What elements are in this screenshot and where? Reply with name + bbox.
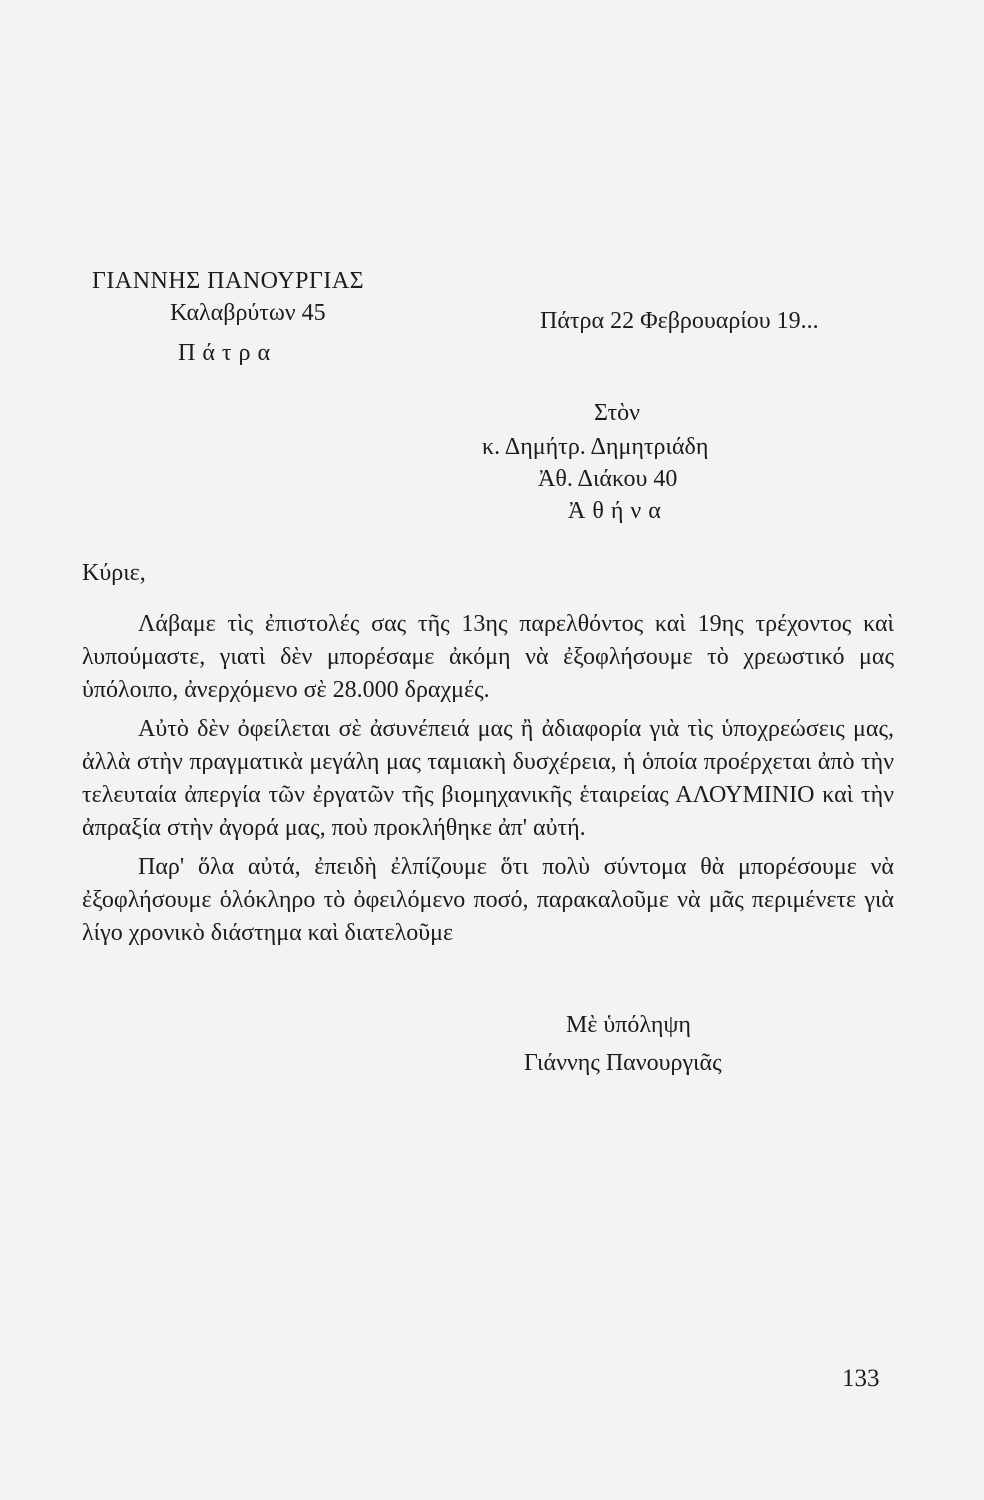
sender-street: Καλαβρύτων 45 xyxy=(170,300,326,326)
paragraph: Παρ' ὅλα αὐτά, ἐπειδὴ ἐλπίζουμε ὅτι πολὺ σύντομα θὰ μπορέσουμε νὰ ἐξοφλήσουμε ὁλόκληρο τὸ ὀφειλόμενο ποσό, παρακαλοῦμε νὰ μᾶς περιμένετε γιὰ λίγο χρονικὸ διάστημα καὶ διατελοῦμε xyxy=(82,854,894,946)
paragraph: Αὐτὸ δὲν ὀφείλεται σὲ ἀσυνέπειά μας ἢ ἀδιαφορία γιὰ τὶς ὑποχρεώσεις μας, ἀλλὰ στὴν πραγματικὰ μεγάλη μας ταμιακὴ δυσχέρεια, ἡ ὁποία προέρχεται ἀπὸ τὴν τελευταία ἀπεργία τῶν ἐργατῶν τῆς βιομηχανικῆς ἑταιρείας ΑΛΟΥΜΙΝΙΟ καὶ τὴν ἀπραξία στὴν ἀγορά μας, ποὺ προκλήθηκε ἀπ' αὐτή. xyxy=(82,716,894,841)
salutation: Κύριε, xyxy=(82,560,146,586)
recipient-name: κ. Δημήτρ. Δημητριάδη xyxy=(482,434,709,460)
closing: Μὲ ὑπόληψη xyxy=(566,1012,691,1038)
page-number: 133 xyxy=(842,1365,880,1392)
recipient-street: Ἀθ. Διάκου 40 xyxy=(538,466,678,492)
sender-city: Πάτρα xyxy=(178,340,278,366)
signature: Γιάννης Πανουργιᾶς xyxy=(524,1050,722,1076)
sender-name: ΓΙΑΝΝΗΣ ΠΑΝΟΥΡΓΙΑΣ xyxy=(92,268,365,294)
place-date: Πάτρα 22 Φεβρουαρίου 19... xyxy=(540,308,819,334)
recipient-label: Στὸν xyxy=(594,400,641,426)
recipient-city: Ἀθήνα xyxy=(568,498,668,524)
letter-body xyxy=(82,608,894,956)
paragraph: Λάβαμε τὶς ἐπιστολές σας τῆς 13ης παρελθόντος καὶ 19ης τρέχοντος καὶ λυπούμαστε, γιατὶ δὲν μπορέσαμε ἀκόμη νὰ ἐξοφλήσουμε τὸ χρεωστικό μας ὑπόλοιπο, ἀνερχόμενο σὲ 28.000 δραχμές. xyxy=(82,611,894,703)
